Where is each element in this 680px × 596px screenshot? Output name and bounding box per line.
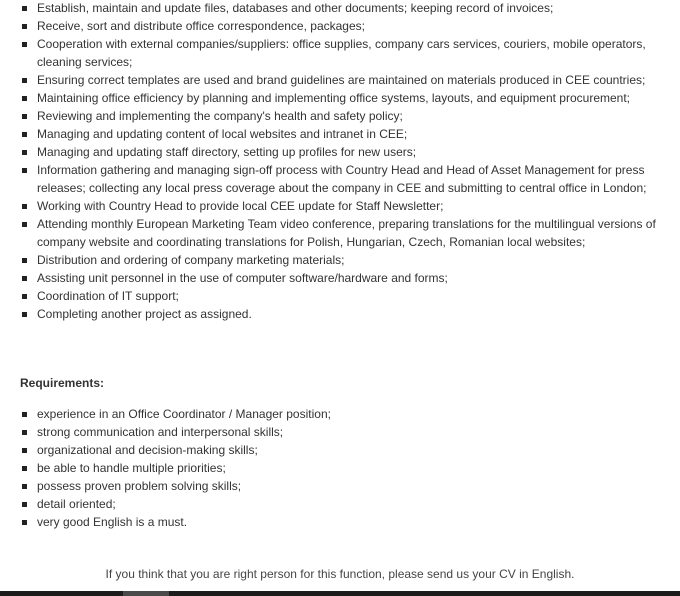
- requirement-item: detail oriented;: [0, 495, 680, 513]
- requirement-item: organizational and decision-making skills;: [0, 441, 680, 459]
- duty-item: Attending monthly European Marketing Team video conference, preparing translations for the multilingual versions of company website and coordinating translations for Polish, Hungarian, Czech, Romanian local websites;: [0, 215, 680, 251]
- bottom-bar-tab[interactable]: [123, 591, 169, 596]
- requirement-item: very good English is a must.: [0, 513, 680, 531]
- duty-item: Distribution and ordering of company marketing materials;: [0, 251, 680, 269]
- duty-item: Managing and updating content of local websites and intranet in CEE;: [0, 125, 680, 143]
- duty-item: Cooperation with external companies/suppliers: office supplies, company cars services, couriers, mobile operators, cleaning services;: [0, 35, 680, 71]
- duty-item: Maintaining office efficiency by planning and implementing office systems, layouts, and equipment procurement;: [0, 89, 680, 107]
- bottom-bar: [0, 591, 680, 596]
- duty-item: Ensuring correct templates are used and brand guidelines are maintained on materials produced in CEE countries;: [0, 71, 680, 89]
- requirement-item: experience in an Office Coordinator / Manager position;: [0, 405, 680, 423]
- duty-item: Working with Country Head to provide local CEE update for Staff Newsletter;: [0, 197, 680, 215]
- duty-item: Establish, maintain and update files, databases and other documents; keeping record of invoices;: [0, 0, 680, 17]
- duty-item: Receive, sort and distribute office correspondence, packages;: [0, 17, 680, 35]
- duty-item: Managing and updating staff directory, setting up profiles for new users;: [0, 143, 680, 161]
- requirement-item: possess proven problem solving skills;: [0, 477, 680, 495]
- duty-item: Information gathering and managing sign-off process with Country Head and Head of Asset Management for press releases; collecting any local press coverage about the company in CEE and submitting to central office in London;: [0, 161, 680, 197]
- closing-note: If you think that you are right person for this function, please send us your CV in English.: [105, 567, 575, 581]
- requirements-list: [0, 405, 680, 531]
- duty-item: Coordination of IT support;: [0, 287, 680, 305]
- duty-item: Completing another project as assigned.: [0, 305, 680, 323]
- duty-item: Assisting unit personnel in the use of computer software/hardware and forms;: [0, 269, 680, 287]
- requirement-item: be able to handle multiple priorities;: [0, 459, 680, 477]
- duty-item: Reviewing and implementing the company's health and safety policy;: [0, 107, 680, 125]
- requirement-item: strong communication and interpersonal skills;: [0, 423, 680, 441]
- requirements-heading: Requirements:: [20, 376, 105, 390]
